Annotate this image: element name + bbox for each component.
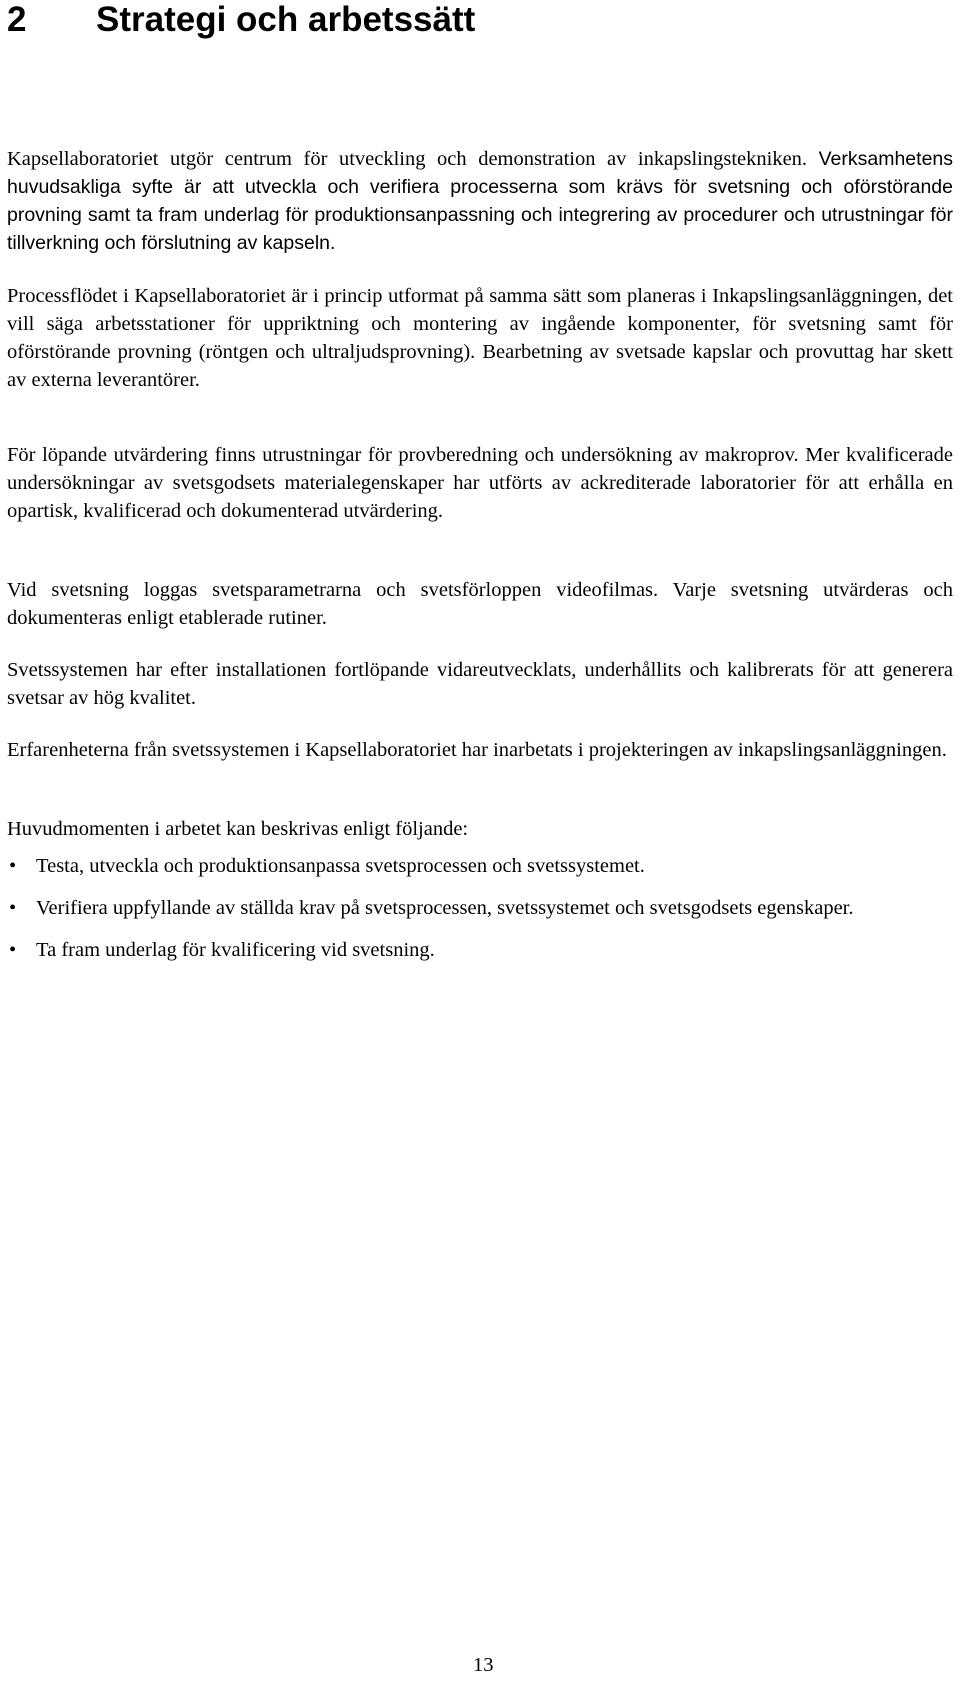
main-steps-list: [7, 852, 953, 978]
paragraph-intro-first-sentence: Kapsellaboratoriet utgör centrum för utveckling och demonstration av inkapslingstekniken.: [7, 148, 808, 170]
list-item: [7, 852, 953, 880]
bullet-icon: •: [9, 939, 17, 961]
paragraph-experience: Erfarenheterna från svetssystemen i Kapsellaboratoriet har inarbetats i projekteringen av inkapslingsanläggningen.: [7, 739, 947, 761]
page-number: 13: [473, 1654, 494, 1676]
paragraph-welding-systems: Svetssystemen har efter installationen fortlöpande vidareutvecklats, underhållits och kalibrerats för att generera svetsar av hög kvalitet.: [7, 659, 953, 709]
paragraph-intro: [7, 145, 953, 257]
list-item-text: Ta fram underlag för kvalificering vid svetsning.: [36, 939, 435, 961]
section-heading: [7, 0, 475, 40]
section-title: Strategi och arbetssätt: [96, 0, 476, 39]
list-item-text: Verifiera uppfyllande av ställda krav på svetsprocessen, svetssystemet och svetsgodsets egenskaper.: [36, 897, 854, 919]
list-item: [7, 894, 953, 922]
paragraph-evaluation: För löpande utvärdering finns utrustningar för provberedning och undersökning av makroprov. Mer kvalificerade undersökningar av svetsgodsets materialegenskaper har utförts av ackrediterade laboratorier för att erhålla en opartisk, kvalificerad och dokumenterad utvärdering.: [7, 444, 953, 522]
list-item-text: Testa, utveckla och produktionsanpassa svetsprocessen och svetssystemet.: [36, 855, 645, 877]
paragraph-welding-logging: Vid svetsning loggas svetsparametrarna och svetsförloppen videofilmas. Varje svetsning utvärderas och dokumenteras enligt etablerade rutiner.: [7, 579, 953, 629]
bullet-icon: •: [9, 897, 17, 919]
paragraph-main-steps-intro: Huvudmomenten i arbetet kan beskrivas enligt följande:: [7, 818, 469, 840]
list-item: [7, 936, 953, 964]
paragraph-process-flow: Processflödet i Kapsellaboratoriet är i princip utformat på samma sätt som planeras i Inkapslingsanläggningen, det vill säga arbetsstationer för uppriktning och montering av ingående komponenter, för svetsning samt för oförstörande provning (röntgen och ultraljudsprovning). Bearbetning av svetsade kapslar och provuttag har skett av externa leverantörer.: [7, 285, 953, 391]
section-number: 2: [7, 0, 27, 39]
paragraph-intro-rest: Verksamhetens huvudsakliga syfte är att utveckla och verifiera processerna som krävs för svetsning och oförstörande provning samt ta fram underlag för produktionsanpassning och integrering av procedurer och utrustningar för tillverkning och förslutning av kapseln.: [7, 148, 954, 254]
bullet-icon: •: [9, 855, 17, 877]
